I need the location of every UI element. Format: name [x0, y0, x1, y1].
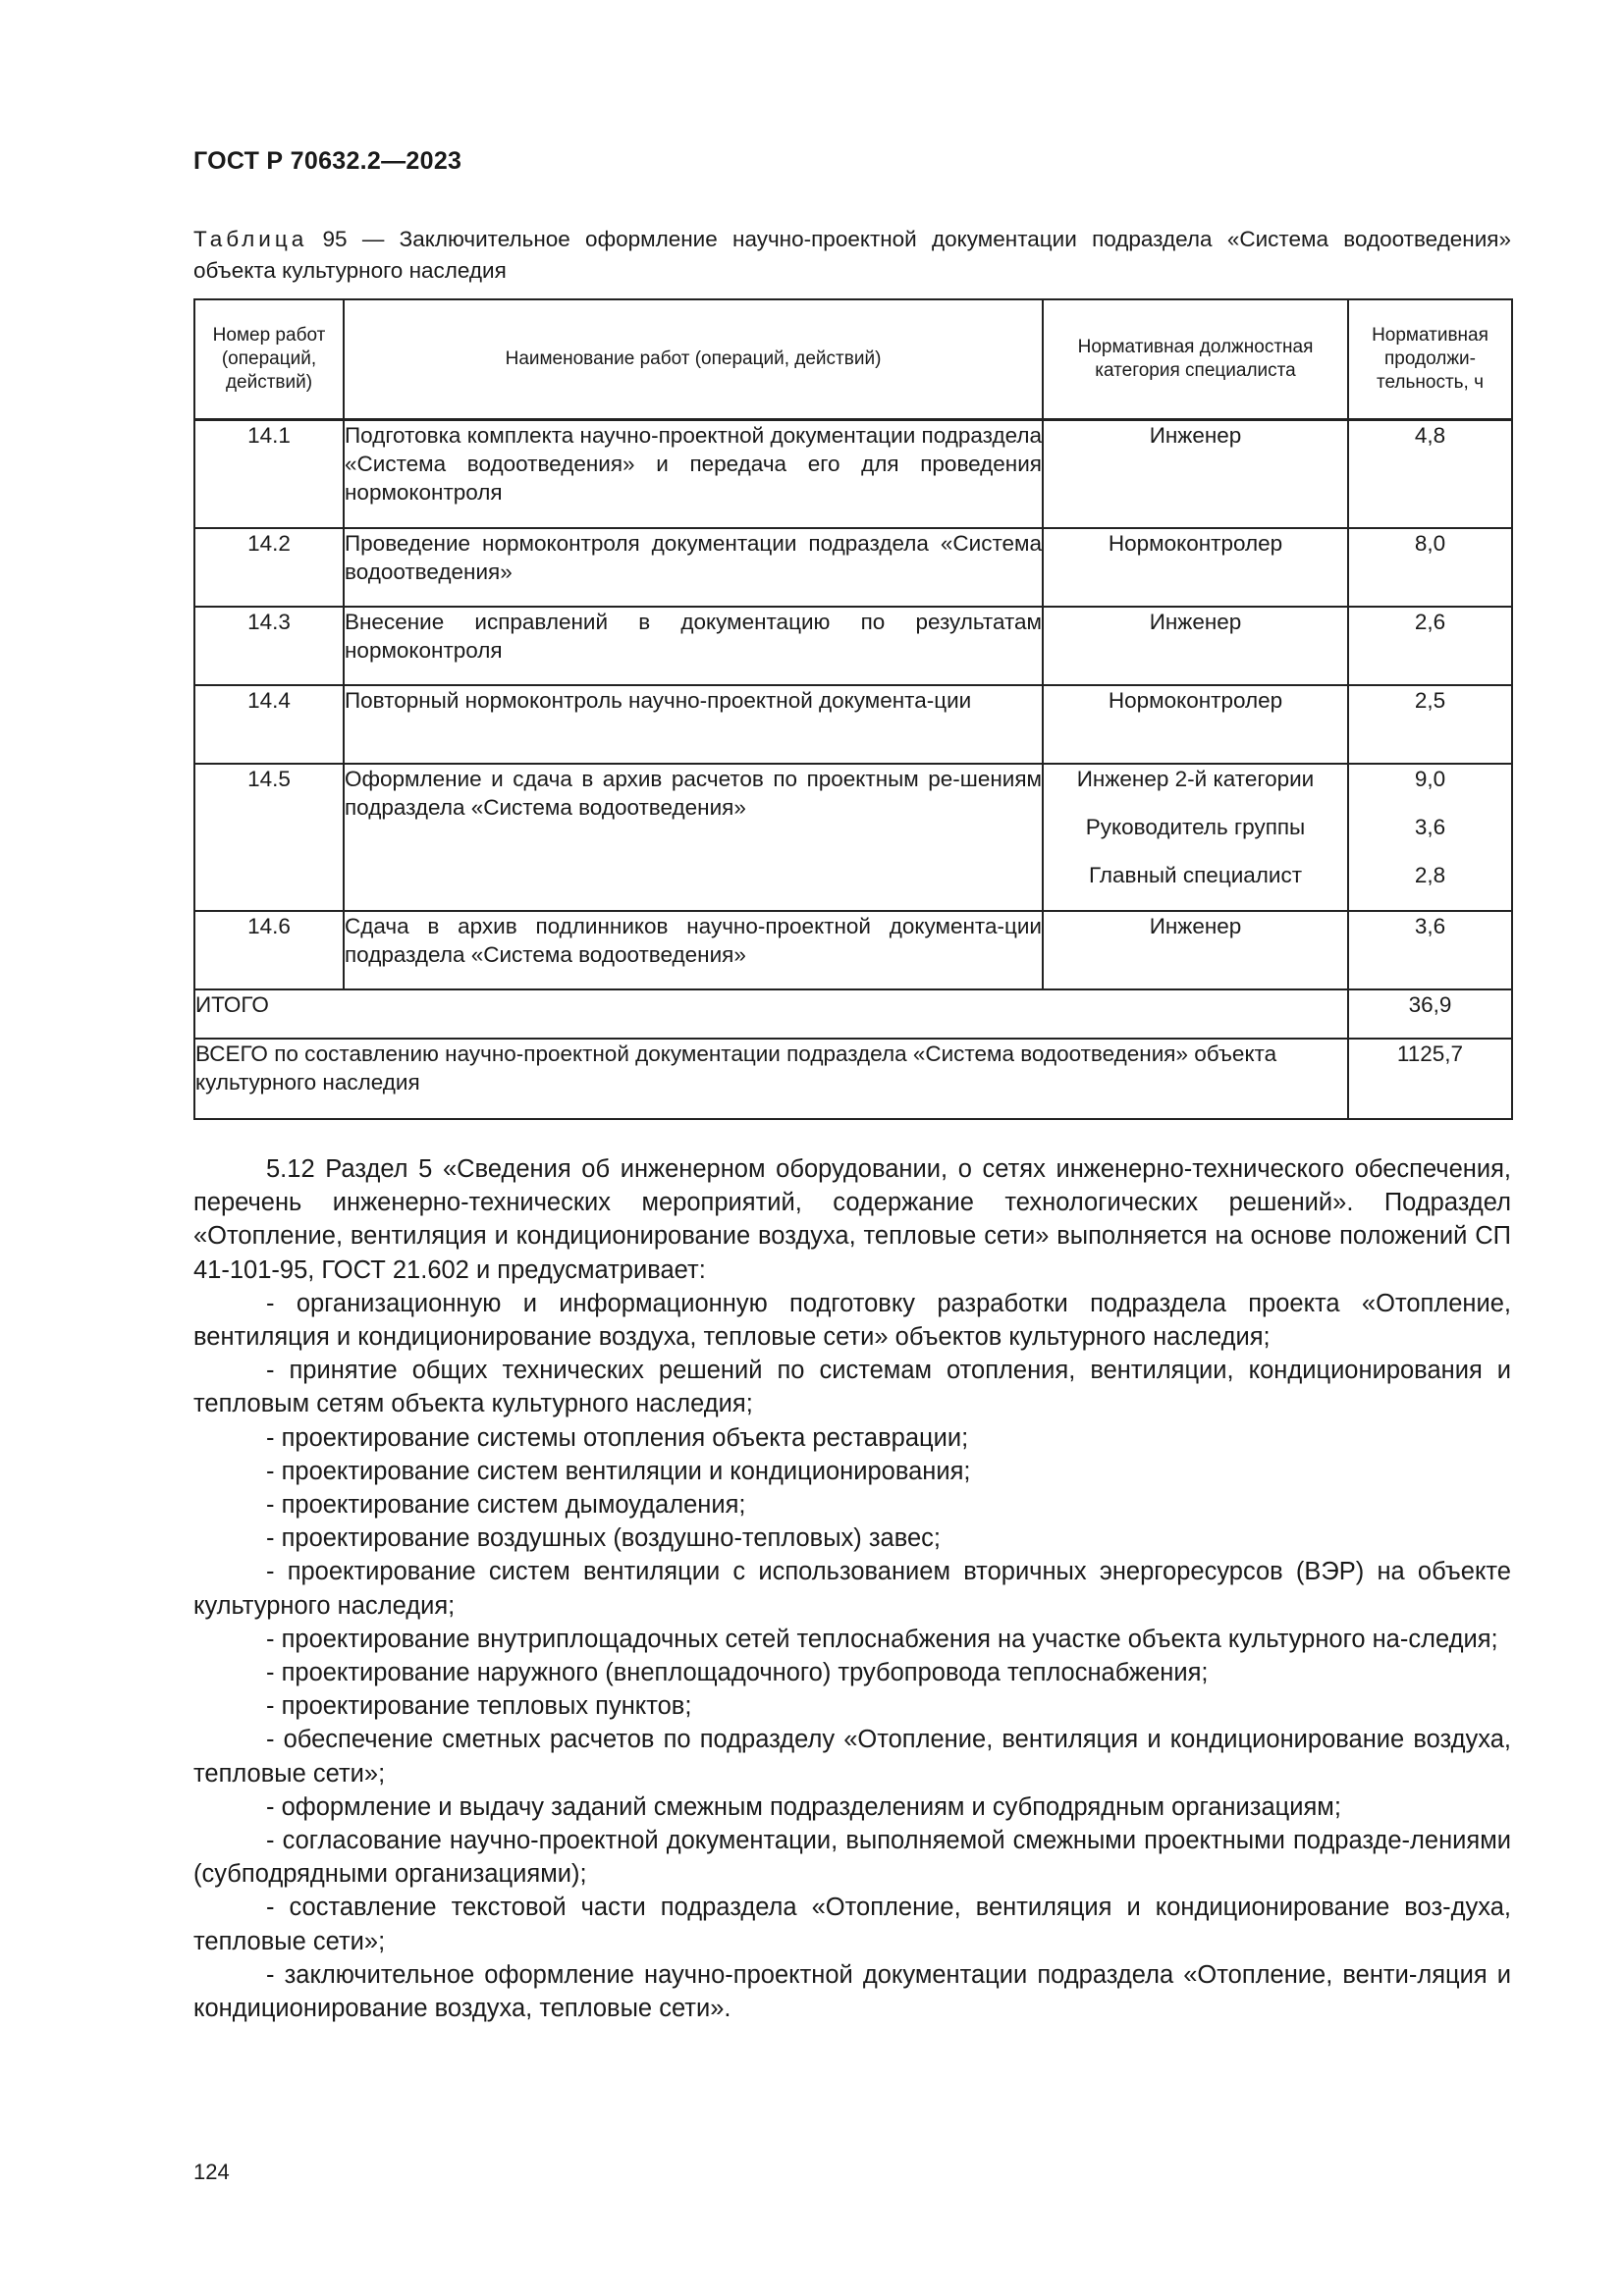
- list-item: - проектирование систем дымоудаления;: [266, 1491, 746, 1520]
- table-row: [194, 685, 1512, 764]
- row-number: 14.6: [194, 911, 344, 989]
- table-grand-total-row: [194, 1039, 1512, 1119]
- table-caption: [193, 224, 1511, 287]
- row-work-name: Оформление и сдача в архив расчетов по проектным ре-шениям подраздела «Система водоотведения»: [344, 764, 1043, 911]
- table-row: [194, 607, 1512, 685]
- row-work-name: Внесение исправлений в документацию по результатам нормоконтроля: [344, 607, 1043, 685]
- row-duration: 4,8: [1348, 420, 1512, 528]
- list-item: - принятие общих технических решений по системам отопления, вентиляции, кондиционирования и тепловым сетям объекта культурного наследия;: [193, 1357, 1511, 1418]
- row-category: Инженер: [1043, 911, 1348, 989]
- paragraph: 5.12 Раздел 5 «Сведения об инженерном оборудовании, о сетях инженерно-технического обеспечения, перечень инженерно-технических мероприятий, содержание технологических решений». Подраздел «Отопление, вентиляция и кондиционирование воздуха, тепловые сети» выполняется на основе положений СП 41-101-95, ГОСТ 21.602 и предусматривает:: [193, 1155, 1511, 1284]
- row-work-name: Сдача в архив подлинников научно-проектной документа-ции подраздела «Система водоотведения»: [344, 911, 1043, 989]
- table-row: [194, 528, 1512, 607]
- list-item: - проектирование внутриплощадочных сетей теплоснабжения на участке объекта культурного на-следия;: [266, 1625, 1498, 1653]
- row-number: 14.3: [194, 607, 344, 685]
- row-category: Инженер: [1043, 420, 1348, 528]
- list-item: - проектирование систем вентиляции с использованием вторичных энергоресурсов (ВЭР) на объекте культурного наследия;: [193, 1558, 1511, 1620]
- column-header-number: Номер работ (операций, действий): [194, 299, 344, 420]
- row-duration: 8,0: [1348, 528, 1512, 607]
- list-item: - проектирование наружного (внеплощадочного) трубопровода теплоснабжения;: [266, 1659, 1209, 1687]
- row-number: 14.1: [194, 420, 344, 528]
- row-number: 14.5: [194, 764, 344, 911]
- list-item: - проектирование воздушных (воздушно-тепловых) завес;: [266, 1524, 942, 1553]
- total-value: 36,9: [1348, 989, 1512, 1039]
- list-item: - обеспечение сметных расчетов по подразделу «Отопление, вентиляция и кондиционирование воздуха, тепловые сети»;: [193, 1726, 1511, 1788]
- row-duration: 3,6: [1348, 911, 1512, 989]
- row-duration: 2,6: [1348, 607, 1512, 685]
- row-category-list: [1043, 764, 1348, 911]
- table-caption-text: 95 — Заключительное оформление научно-проектной документации подраздела «Система водоотведения» объекта культурного наследия: [193, 227, 1511, 283]
- list-item: - организационную и информационную подготовку разработки подраздела проекта «Отопление, вентиляция и кондиционирование воздуха, тепловые сети» объектов культурного наследия;: [193, 1289, 1511, 1352]
- grand-total-value: 1125,7: [1348, 1039, 1512, 1119]
- row-category: Нормоконтролер: [1043, 528, 1348, 607]
- row-duration: 2,8: [1414, 862, 1446, 887]
- table-row: [194, 764, 1512, 911]
- list-item: - согласование научно-проектной документации, выполняемой смежными проектными подразде-лениями (субподрядными организациями);: [193, 1827, 1511, 1889]
- work-norms-table: [193, 298, 1513, 1120]
- list-item: - составление текстовой части подраздела «Отопление, вентиляция и кондиционирование воз-духа, тепловые сети»;: [193, 1894, 1511, 1955]
- table-caption-label: Таблица: [193, 227, 308, 251]
- row-category: Нормоконтролер: [1043, 685, 1348, 764]
- column-header-name: Наименование работ (операций, действий): [344, 299, 1043, 420]
- list-item: - заключительное оформление научно-проектной документации подраздела «Отопление, венти-ляция и кондиционирование воздуха, тепловые сети».: [193, 1960, 1511, 2023]
- document-id-header: ГОСТ Р 70632.2—2023: [193, 147, 462, 175]
- row-number: 14.2: [194, 528, 344, 607]
- total-label: ИТОГО: [194, 989, 1348, 1039]
- table-row: [194, 420, 1512, 528]
- row-category: Руководитель группы: [1085, 814, 1306, 839]
- table-total-row: [194, 989, 1512, 1039]
- list-item: - проектирование систем вентиляции и кондиционирования;: [266, 1457, 971, 1485]
- page-number: 124: [193, 2160, 230, 2184]
- row-category: Инженер 2-й категории: [1076, 766, 1315, 791]
- row-category: Инженер: [1043, 607, 1348, 685]
- row-duration: 3,6: [1414, 814, 1446, 839]
- list-item: - проектирование тепловых пунктов;: [266, 1692, 692, 1721]
- row-number: 14.4: [194, 685, 344, 764]
- table-header-row: [194, 299, 1512, 420]
- row-duration: 2,5: [1348, 685, 1512, 764]
- row-work-name: Проведение нормоконтроля документации подраздела «Система водоотведения»: [344, 528, 1043, 607]
- column-header-category: Нормативная должностная категория специалиста: [1043, 299, 1348, 420]
- section-body-text: [193, 1152, 1511, 2025]
- list-item: - оформление и выдачу заданий смежным подразделениям и субподрядным организациям;: [266, 1792, 1341, 1821]
- row-duration-list: [1348, 764, 1512, 911]
- table-row: [194, 911, 1512, 989]
- row-duration: 9,0: [1414, 766, 1446, 791]
- list-item: - проектирование системы отопления объекта реставрации;: [266, 1423, 969, 1452]
- row-work-name: Подготовка комплекта научно-проектной документации подраздела «Система водоотведения» и передача его для проведения нормоконтроля: [344, 420, 1043, 528]
- row-work-name: Повторный нормоконтроль научно-проектной документа-ции: [344, 685, 1043, 764]
- grand-total-label: ВСЕГО по составлению научно-проектной документации подраздела «Система водоотведения» объекта культурного наследия: [194, 1039, 1348, 1119]
- row-category: Главный специалист: [1088, 862, 1303, 887]
- column-header-duration: Нормативная продолжи-тельность, ч: [1348, 299, 1512, 420]
